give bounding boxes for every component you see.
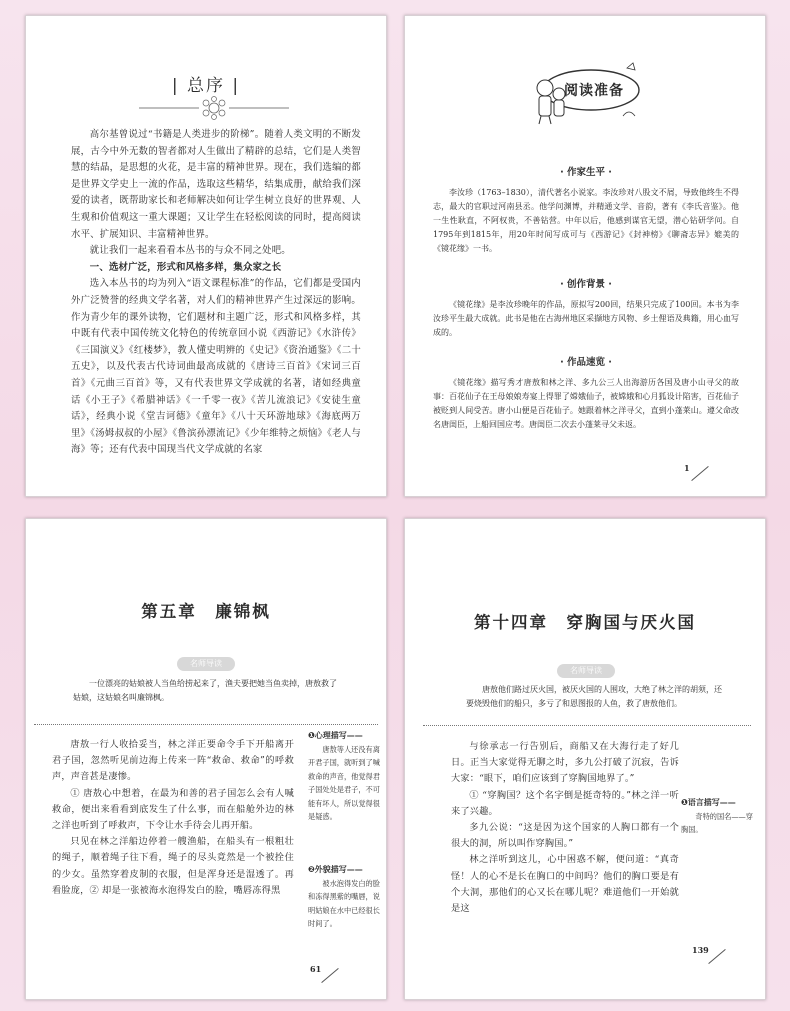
section-heading: · 作品速览 · bbox=[560, 357, 612, 368]
page-chapter-5 bbox=[25, 518, 387, 1000]
teacher-guide-badge: 名师导读 bbox=[177, 657, 235, 671]
section-text: 《镜花缘》是李汝珍晚年的作品，原拟写200回，结果只完成了100回。本书为李汝珍平生最大成就。此书是他在古海州地区采撷地方风物、乡土俚语及典籍，用心血写成的。 bbox=[433, 300, 739, 337]
preface-paragraph: 就让我们一起来看看本丛书的与众不同之处吧。 bbox=[89, 245, 291, 257]
chapter-paragraph: 林之洋听到这儿，心中困惑不解，便问道：“真奇怪！人的心不是长在胸口的中间吗？他们的胸口要是有个大洞，那他们的心又长在哪儿呢？难道他们一开始就是这 bbox=[451, 854, 679, 915]
teacher-guide-badge: 名师导读 bbox=[557, 664, 615, 678]
chapter-paragraph: 多九公说：“这是因为这个国家的人胸口都有一个很大的洞，所以叫作穿胸国。” bbox=[451, 822, 679, 850]
chapter-intro: 一位漂亮的姑娘被人当鱼给捞起来了，渔夫要把她当鱼卖掉，唐敖救了姑娘，这姑娘名叫廉锦枫。 bbox=[73, 679, 337, 702]
section-text: 李汝珍（1763–1830），清代著名小说家。李汝珍对八股文不屑，导致他终生不得志，最大的官职过河南县丞。他学问渊博，并精通文学、音韵，著有《李氏音鉴》。他一生性耿直，不阿权贵，不善钻营。中年以后，他感到谋官无望，潜心钻研学问。自1795年到1815年，用20年时间写成可与《西游记》《封神榜》《聊斋志异》媲美的《镜花缘》一书。 bbox=[433, 188, 739, 253]
page-number-divider bbox=[691, 466, 708, 481]
annotation-text: 奇特的国名——穿胸国。 bbox=[681, 811, 753, 834]
preface-paragraph: 选入本丛书的均为列入“语文课程标准”的作品，它们都是受国内外广泛赞誉的经典文学名著，对人们的精神世界产生过深远的影响。作为青少年的课外读物，它们题材和主题广泛，形式和风格多样，其中既有代表中国传统文化特色的传统章回小说《西游记》《水浒传》《三国演义》《红楼梦》，教人懂史明辨的《史记》《资治通鉴》《二十五史》，以及代表古代诗词曲最高成就的《唐诗三百首》《宋词三百首》《元曲三百首》等，又有代表世界文学成就的名著，诸如经典童话《小王子》《希腊神话》《一千零一夜》《苦儿流浪记》《安徒生童话》，经典小说《堂吉诃德》《童年》《八十天环游地球》《海底两万里》《汤姆叔叔的小屋》《鲁滨孙漂流记》《少年维特之烦恼》《老人与海》等；还有代表中国现当代文学成就的名家 bbox=[71, 278, 361, 456]
chapter-title: 第五章 廉锦枫 bbox=[141, 602, 271, 621]
page-number: 139 bbox=[692, 945, 709, 955]
section-text: 《镜花缘》描写秀才唐敖和林之洋、多九公三人出海游历各国及唐小山寻父的故事：百花仙子在王母娘娘寿宴上得罪了嫦娥仙子，被嫦娥和心月狐设计陷害，百花仙子被贬到人间受苦。唐小山便是百花仙子。她跟着林之洋寻父，直到小蓬莱山。遵父命改名唐闺臣，上船回国应考。唐闺臣二次去小蓬莱寻父未返。 bbox=[433, 378, 739, 429]
annotation-title: ❶语言描写—— bbox=[681, 798, 736, 807]
page-number: 1 bbox=[684, 463, 690, 473]
chapter-paragraph: 唐敖一行人收拾妥当，林之洋正要命令手下开船离开君子国，忽然听见前边海上传来一阵“救命、救命”的呼救声，声音甚是凄惨。 bbox=[52, 739, 294, 783]
page-number-divider bbox=[708, 949, 725, 964]
section-heading: · 创作背景 · bbox=[560, 279, 612, 290]
page-general-preface bbox=[25, 15, 387, 497]
page-number-divider bbox=[321, 968, 338, 983]
overview-section bbox=[433, 354, 739, 432]
annotation-title: ❷外貌描写—— bbox=[308, 865, 363, 874]
chapter-body bbox=[451, 739, 679, 917]
background-section bbox=[433, 276, 739, 340]
reading-prep-banner-title: 阅读准备 bbox=[564, 83, 624, 99]
annotation-psychology bbox=[308, 729, 384, 824]
annotation-appearance bbox=[308, 863, 384, 931]
chapter-intro: 唐敖他们路过厌火国，被厌火国的人围攻，大绝了林之洋的胡须，还要烧毁他们的船只，多亏了和恩图报的人鱼，救了唐敖他们。 bbox=[466, 685, 722, 708]
annotation-text: 唐敖等人还没有离开君子国，就听到了喊救命的声音，他觉得君子国处处是君子，不可能有坏人，所以觉得很是疑惑。 bbox=[308, 744, 380, 821]
chapter-body bbox=[52, 737, 294, 899]
annotation-title: ❶心理描写—— bbox=[308, 731, 363, 740]
page-number: 61 bbox=[310, 964, 322, 974]
preface-text bbox=[71, 127, 361, 459]
chapter-title: 第十四章 穿胸国与厌火国 bbox=[474, 613, 696, 632]
dotted-separator bbox=[34, 724, 378, 725]
chapter-paragraph: 与徐承志一行告别后，商船又在大海行走了好几日。正当大家觉得无聊之时，多九公打破了沉寂，告诉大家：“眼下，咱们应该到了穿胸国地界了。” bbox=[451, 741, 679, 785]
preface-title: | 总序 | bbox=[171, 76, 241, 96]
preface-heading: 一、选材广泛，形式和风格多样，集众家之长 bbox=[89, 261, 282, 273]
chapter-paragraph: 只见在林之洋船边停着一艘渔船，在船头有一根粗壮的绳子，顺着绳子往下看，绳子的尽头竟然是一个被拴住的少女。虽然穿着皮制的衣服，但是浑身还是湿透了。再看脸庞，② 却是一张被海水泡得发白的脸，嘴唇冻得黑 bbox=[52, 836, 294, 896]
chapter-paragraph: ① 唐敖心中想着，在最为和善的君子国怎么会有人喊救命，便出来看看到底发生了什么事，而在船舱外边的林之洋也听到了呼救声，下令让水手待会儿再开船。 bbox=[52, 787, 294, 832]
page-reading-preparation bbox=[404, 15, 766, 497]
annotation-text: 被水泡得发白的脸和冻得黑紫的嘴唇，说明姑娘在水中已经很长时间了。 bbox=[308, 878, 380, 928]
section-heading: · 作家生平 · bbox=[560, 167, 612, 178]
annotation-language bbox=[681, 796, 759, 837]
floral-divider bbox=[139, 95, 289, 121]
preface-paragraph: 高尔基曾说过“书籍是人类进步的阶梯”。随着人类文明的不断发展，古今中外无数的智者都对人生做出了精辟的总结，它们是人类智慧的结晶，是思想的火花，是丰富的精神世界。现在，我们选编的都是世界文学史上一流的作品，选取这些精华，结集成册，献给我们深爱的读者，既帮助家长和老师解决如何让学生树立良好的世界观、人生观和价值观这一重大课题；又让学生在轻松阅读的同时，提高阅读水平、扩展知识、丰富精神世界。 bbox=[71, 129, 361, 240]
chapter-paragraph: ① “穿胸国？这个名字倒是挺奇特的。”林之洋一听来了兴趣。 bbox=[451, 789, 679, 817]
dotted-separator bbox=[423, 725, 751, 726]
page-chapter-14 bbox=[404, 518, 766, 1000]
author-section bbox=[433, 164, 739, 256]
